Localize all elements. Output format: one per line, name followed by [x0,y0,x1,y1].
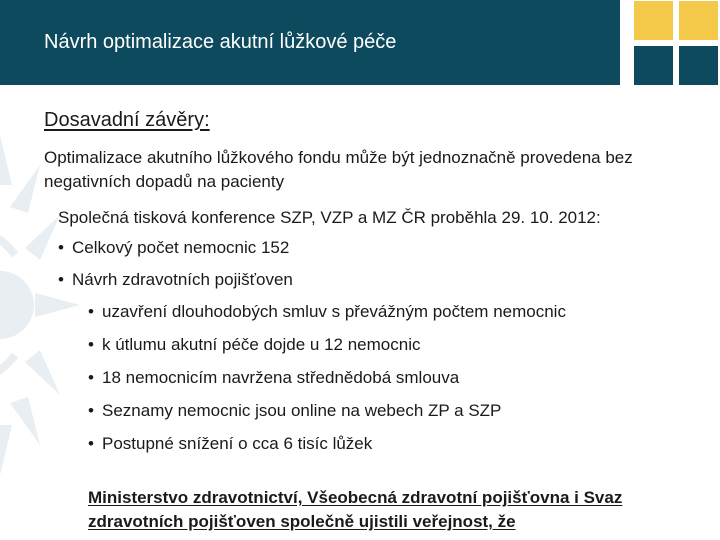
conclusion-text: Ministerstvo zdravotnictví, Všeobecná zdravotní pojišťovna i Svaz zdravotních pojišťoven společně ujistili veřejnost, že [88,488,623,531]
sub-bullet-text: Seznamy nemocnic jsou online na webech ZP a SZP [102,401,502,420]
yellow-tile-top-right [679,1,718,40]
sub-bullet-item [88,366,684,390]
bullet-item [58,268,684,292]
sub-bullet-item [88,333,684,357]
bullet-text: Návrh zdravotních pojišťoven [72,270,293,289]
bullet-dot: • [58,270,64,289]
press-conference-paragraph: Společná tisková konference SZP, VZP a MZ ČR proběhla 29. 10. 2012: [58,208,601,227]
bullet-text: Celkový počet nemocnic 152 [72,238,290,257]
section-heading: Dosavadní závěry: [44,109,210,131]
sub-bullet-item [88,300,684,324]
yellow-tile-top-left [634,1,673,40]
bullet-dot: • [88,434,94,453]
bullet-dot: • [88,401,94,420]
bullet-dot: • [88,368,94,387]
sub-bullet-text: uzavření dlouhodobých smluv s převážným počtem nemocnic [102,302,566,321]
header-bar [0,0,620,85]
bullet-dot: • [88,302,94,321]
sub-bullet-item [88,432,684,456]
sub-bullet-text: 18 nemocnicím navržena střednědobá smlouva [102,368,460,387]
bullet-item [58,236,684,260]
sub-bullet-text: k útlumu akutní péče dojde u 12 nemocnic [102,335,421,354]
teal-tile-bottom-right [679,46,718,85]
slide-title: Návrh optimalizace akutní lůžkové péče [44,31,397,53]
intro-text: Optimalizace akutního lůžkového fondu může být jednoznačně provedena bez negativních dopadů na pacienty [44,148,633,191]
slide-content [44,100,684,465]
bullet-dot: • [88,335,94,354]
teal-tile-bottom-left [634,46,673,85]
bullet-dot: • [58,238,64,257]
sub-bullet-text: Postupné snížení o cca 6 tisíc lůžek [102,434,373,453]
sub-bullet-item [88,399,684,423]
